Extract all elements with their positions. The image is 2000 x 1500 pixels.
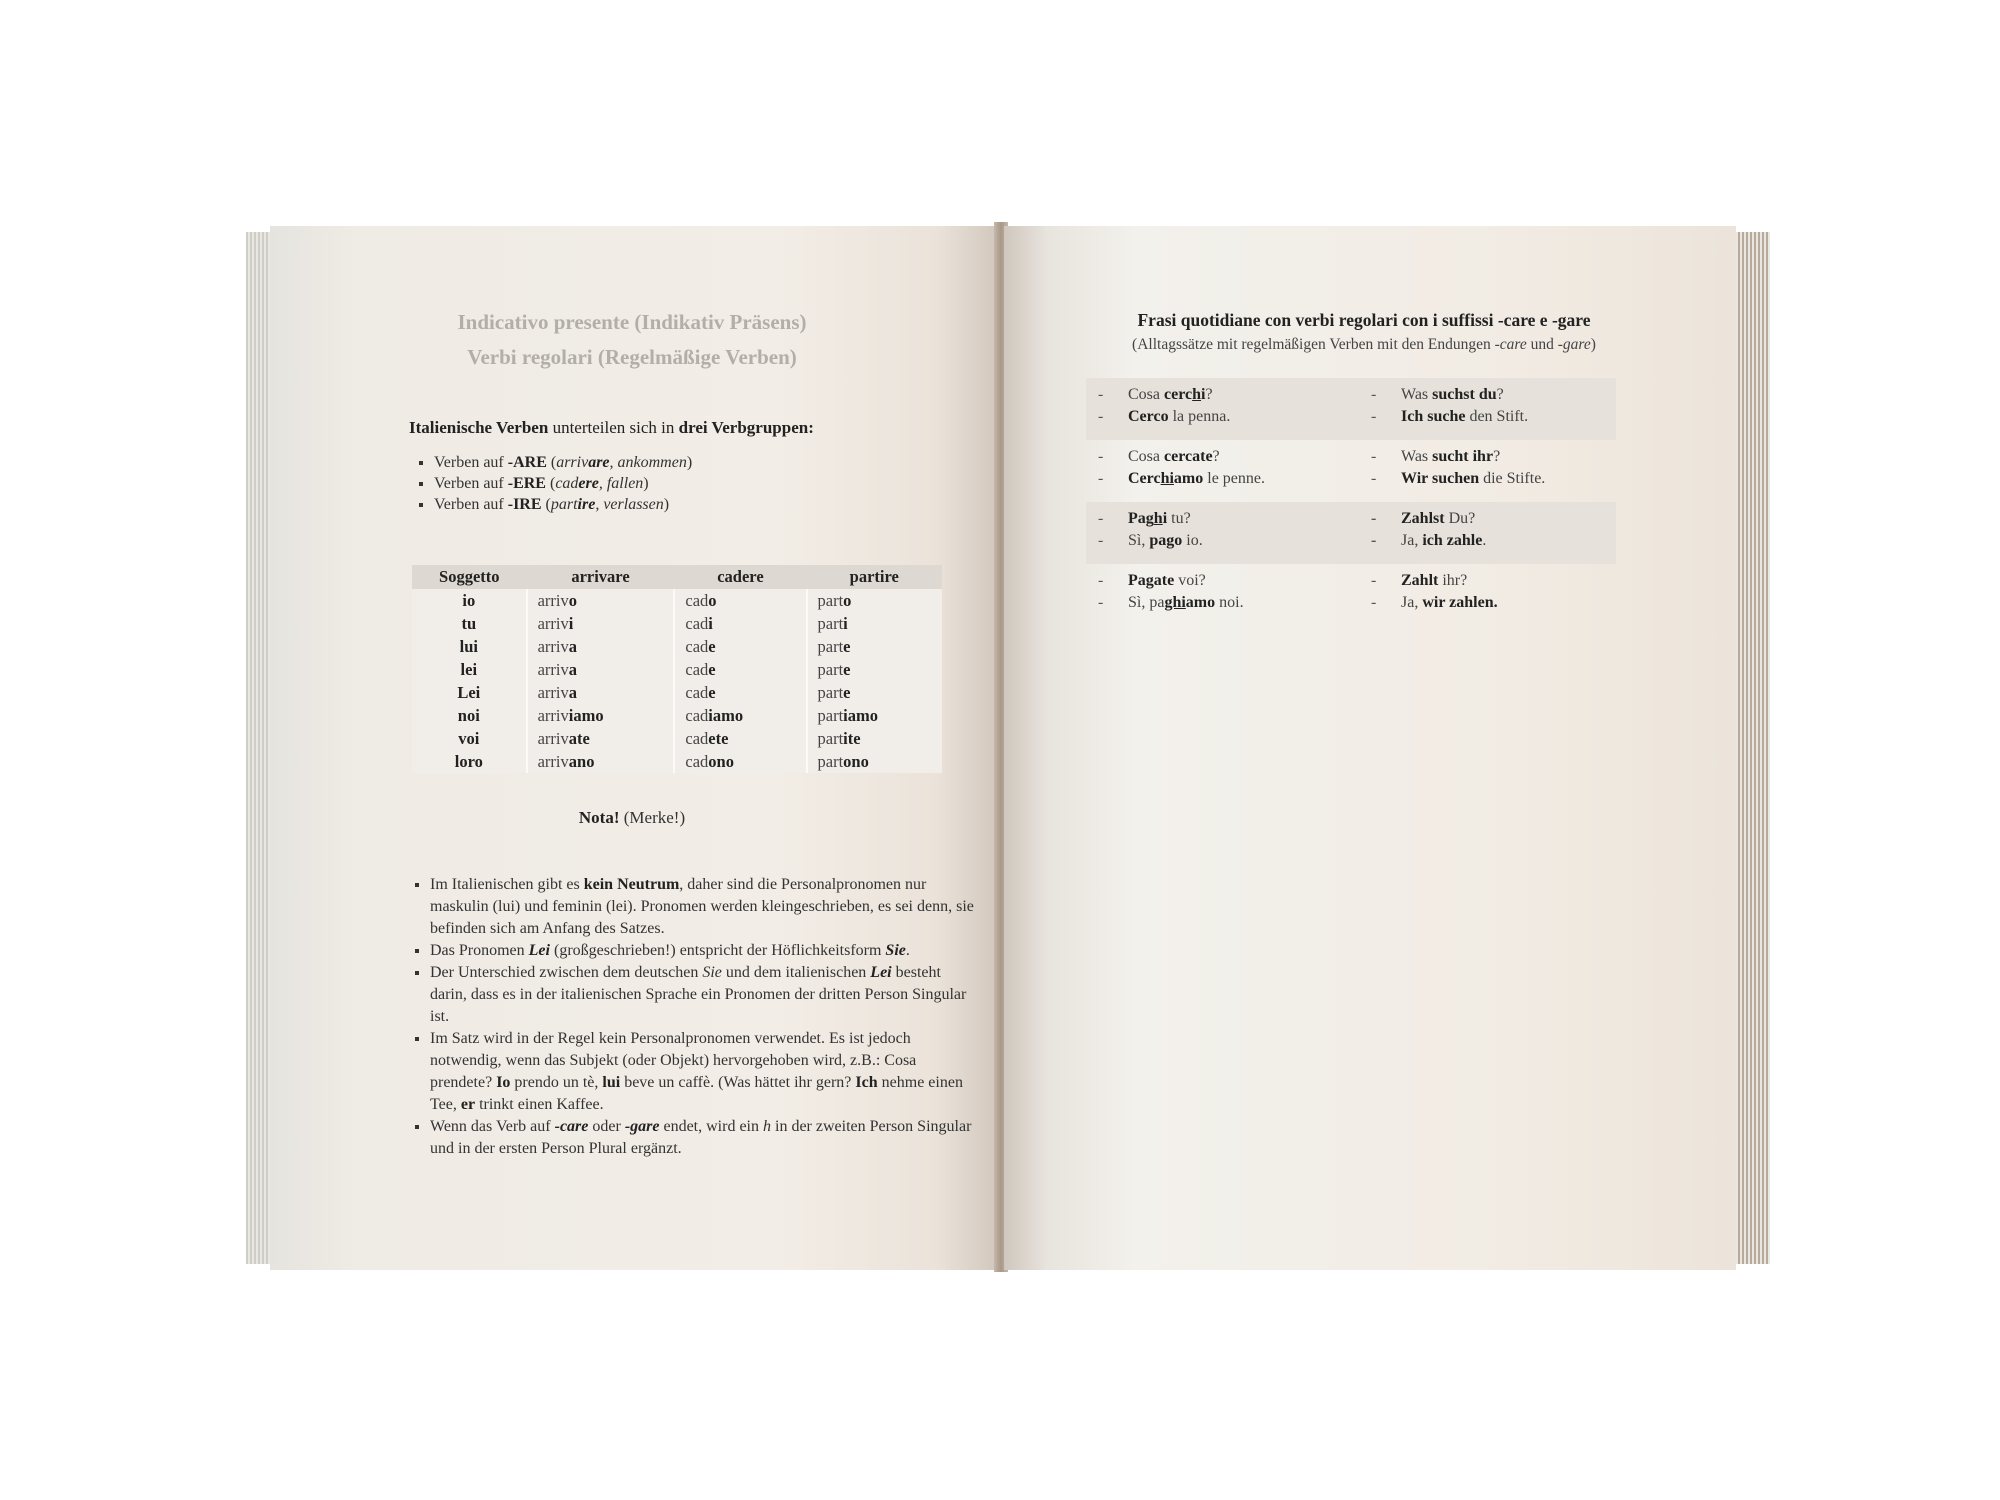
phrase-line: - Zahlt ihr?	[1371, 572, 1468, 589]
phrase-line: - Pagate voi?	[1098, 572, 1206, 589]
table-row: voi arrivate cadete partite	[412, 727, 942, 750]
phrase-line: - Sì, pago io.	[1098, 532, 1203, 549]
phrase-line: - Paghi tu?	[1098, 510, 1191, 527]
phrase-line: - Sì, paghiamo noi.	[1098, 594, 1244, 611]
page-title: Indicativo presente (Indikativ Präsens)	[457, 310, 807, 334]
intro-text: Italienische Verben unterteilen sich in drei Verbgruppen:	[409, 418, 814, 437]
table-row: loro arrivano cadono partono	[412, 750, 942, 773]
phrase-line: - Ja, ich zahle.	[1371, 532, 1487, 549]
list-item: ▪ Im Italienischen gibt es kein Neutrum, daher sind die Personalpronomen nur maskulin (lui) und feminin (lei). Pronomen werden kleingeschrieben, es sei denn, sie befinden sich am Anfang des Satzes.	[430, 874, 980, 940]
table-row: lui arriva cade parte	[412, 635, 942, 658]
phrase-line: - Ich suche den Stift.	[1371, 408, 1529, 425]
conjugation-table	[412, 565, 942, 773]
verb-groups-list	[400, 452, 692, 515]
nota-heading: Nota! (Merke!)	[578, 808, 686, 827]
phrase-line: - Cerchiamo le penne.	[1098, 470, 1265, 487]
phrase-line: - Was suchst du?	[1371, 386, 1504, 403]
phrase-line: - Was sucht ihr?	[1371, 448, 1501, 465]
phrase-block	[1086, 378, 1616, 440]
list-item: ▪ Im Satz wird in der Regel kein Personalpronomen verwendet. Es ist jedoch notwendig, wenn das Subjekt (oder Objekt) hervorgehoben wird, z.B.: Cosa prendete? Io prendo un tè, lui beve un caffè. (Was hättet ihr gern? Ich nehme einen Tee, er trinkt einen Kaffee.	[430, 1028, 980, 1116]
table-row: lei arriva cade parte	[412, 658, 942, 681]
list-item: ▪ Der Unterschied zwischen dem deutschen Sie und dem italienischen Lei besteht darin, dass es in der italienischen Sprache ein Pronomen der dritten Person Singular ist.	[430, 962, 980, 1028]
page-title: Frasi quotidiane con verbi regolari con i suffissi -care e -gare	[1137, 310, 1591, 330]
page-edges-right	[1736, 232, 1770, 1264]
list-item: ▪ Verben auf -IRE (partire, verlassen)	[434, 494, 692, 515]
table-row: tu arrivi cadi parti	[412, 612, 942, 635]
phrase-line: - Cosa cercate?	[1098, 448, 1220, 465]
table-row: Lei arriva cade parte	[412, 681, 942, 704]
phrase-line: - Cerco la penna.	[1098, 408, 1231, 425]
phrase-line: - Zahlst Du?	[1371, 510, 1476, 527]
list-item: ▪ Wenn das Verb auf -care oder -gare endet, wird ein h in der zweiten Person Singular und in der ersten Person Plural ergänzt.	[430, 1116, 980, 1160]
phrase-line: - Cosa cerchi?	[1098, 386, 1213, 403]
list-item: ▪ Verben auf -ARE (arrivare, ankommen)	[434, 452, 692, 473]
phrase-block	[1086, 440, 1616, 502]
column-header: Soggetto	[412, 565, 527, 589]
list-item: ▪ Verben auf -ERE (cadere, fallen)	[434, 473, 692, 494]
notes-list	[400, 874, 980, 1160]
list-item: ▪ Das Pronomen Lei (großgeschrieben!) entspricht der Höflichkeitsform Sie.	[430, 940, 980, 962]
page-subtitle: Verbi regolari (Regelmäßige Verben)	[467, 345, 797, 369]
column-header: partire	[807, 565, 942, 589]
phrase-line: - Ja, wir zahlen.	[1371, 594, 1498, 611]
table-row: noi arriviamo cadiamo partiamo	[412, 704, 942, 727]
right-page	[1004, 226, 1736, 1270]
column-header: cadere	[674, 565, 806, 589]
table-header-row	[412, 565, 942, 589]
phrase-block	[1086, 502, 1616, 564]
left-page	[270, 226, 994, 1270]
page-subtitle: (Alltagssätze mit regelmäßigen Verben mit den Endungen -care und -gare)	[1132, 336, 1596, 353]
open-book	[246, 226, 1770, 1270]
column-header: arrivare	[527, 565, 675, 589]
phrase-block	[1086, 564, 1616, 626]
table-row: io arrivo cado parto	[412, 589, 942, 612]
phrase-line: - Wir suchen die Stifte.	[1371, 470, 1546, 487]
